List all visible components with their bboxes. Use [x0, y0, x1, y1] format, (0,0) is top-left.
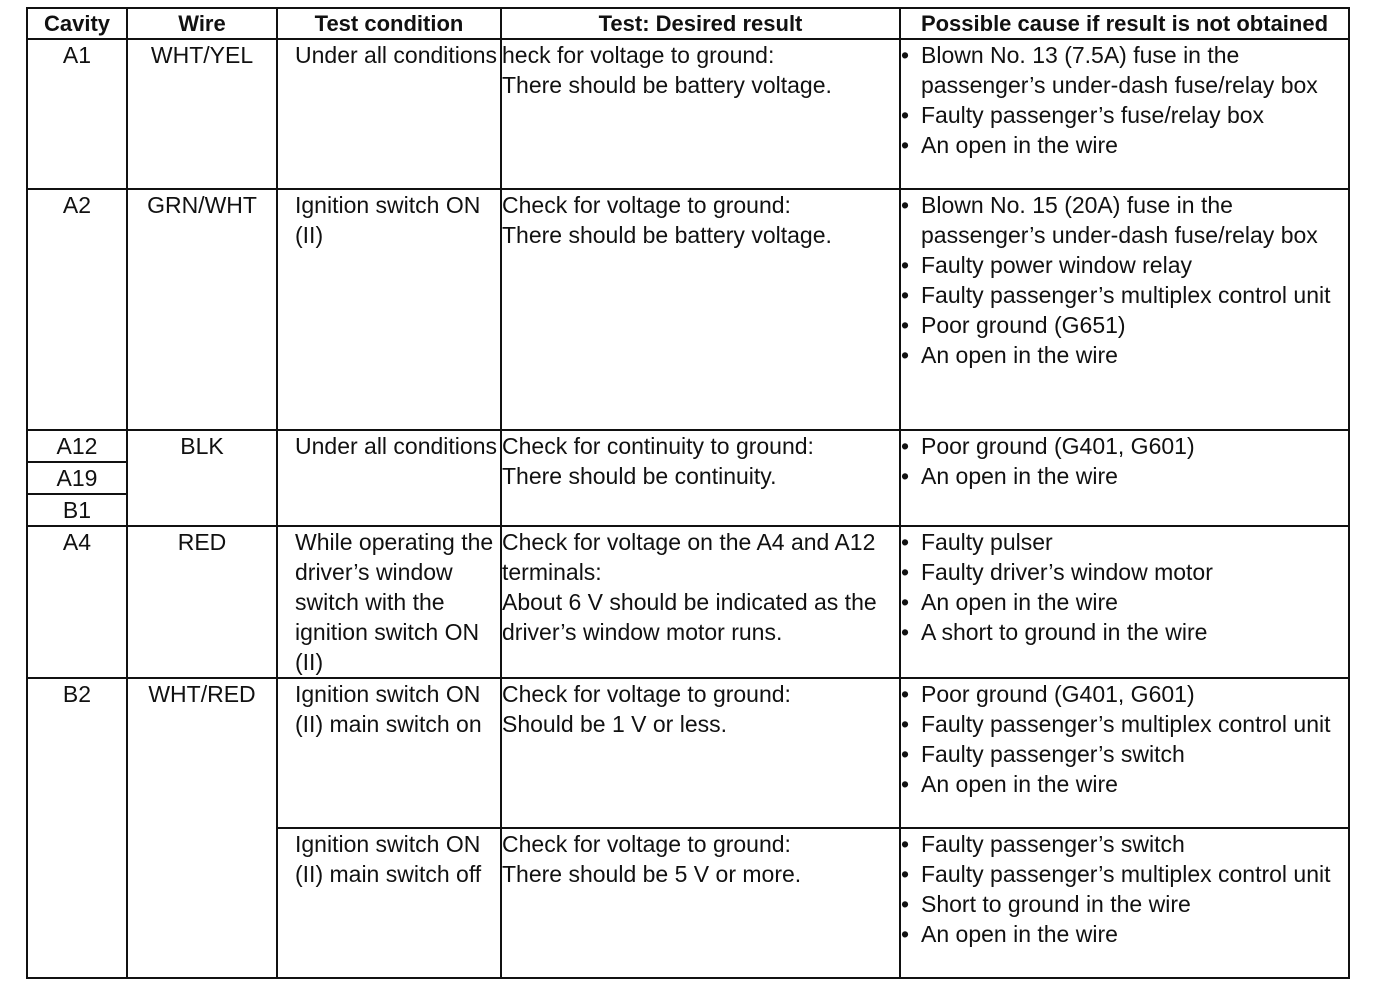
causes-cell — [900, 430, 1349, 526]
result-line: Should be 1 V or less. — [502, 711, 728, 737]
cause-item: • Faulty driver’s window motor — [901, 557, 1348, 587]
causes-cell — [900, 678, 1349, 828]
cause-item: • Faulty passenger’s multiplex control unit — [901, 280, 1348, 310]
condition-cell: Under all conditions — [277, 430, 501, 526]
cavity-cell: A12 — [27, 430, 127, 462]
result-line: There should be battery voltage. — [502, 72, 832, 98]
cause-item: • Poor ground (G401, G601) — [901, 679, 1348, 709]
cause-item: • Poor ground (G401, G601) — [901, 431, 1348, 461]
cause-item: • An open in the wire — [901, 769, 1348, 799]
table-row — [27, 39, 1349, 189]
cavity-cell: B1 — [27, 494, 127, 526]
result-line: heck for voltage to ground: — [502, 42, 775, 68]
cause-item: • Faulty passenger’s switch — [901, 829, 1348, 859]
cavity-cell: A1 — [27, 39, 127, 189]
wire-cell: WHT/YEL — [127, 39, 277, 189]
header-possible-cause: Possible cause if result is not obtained — [900, 8, 1349, 39]
result-line: Check for voltage to ground: — [502, 831, 791, 857]
result-line: Check for voltage to ground: — [502, 192, 791, 218]
header-test-condition: Test condition — [277, 8, 501, 39]
cause-item: • An open in the wire — [901, 340, 1348, 370]
cause-item: • A short to ground in the wire — [901, 617, 1348, 647]
cavity-cell: B2 — [27, 678, 127, 978]
cause-item: • An open in the wire — [901, 587, 1348, 617]
result-line: Check for voltage to ground: — [502, 681, 791, 707]
cause-item: • Faulty passenger’s fuse/relay box — [901, 100, 1348, 130]
causes-cell — [900, 526, 1349, 678]
cavity-cell: A2 — [27, 189, 127, 430]
cause-item: • An open in the wire — [901, 919, 1348, 949]
condition-cell: While operating the driver’s window switch with the ignition switch ON (II) — [277, 526, 501, 678]
cause-item: • Faulty pulser — [901, 527, 1348, 557]
result-cell — [501, 189, 900, 430]
wire-cell: WHT/RED — [127, 678, 277, 978]
cause-item: • An open in the wire — [901, 130, 1348, 160]
table-row — [27, 430, 1349, 462]
wire-cell: GRN/WHT — [127, 189, 277, 430]
result-line: There should be continuity. — [502, 463, 777, 489]
cause-item: • Poor ground (G651) — [901, 310, 1348, 340]
result-line: There should be 5 V or more. — [502, 861, 802, 887]
condition-cell: Ignition switch ON (II) main switch off — [277, 828, 501, 978]
result-cell — [501, 678, 900, 828]
wire-cell: RED — [127, 526, 277, 678]
header-row — [27, 8, 1349, 39]
cause-item: • Blown No. 15 (20A) fuse in the passenger’s under-dash fuse/relay box — [901, 190, 1348, 250]
condition-cell: Ignition switch ON (II) — [277, 189, 501, 430]
causes-cell — [900, 189, 1349, 430]
condition-cell: Under all conditions — [277, 39, 501, 189]
table-row — [27, 526, 1349, 678]
result-cell — [501, 526, 900, 678]
cause-item: • Short to ground in the wire — [901, 889, 1348, 919]
cause-item: • Faulty power window relay — [901, 250, 1348, 280]
causes-cell — [900, 828, 1349, 978]
troubleshooting-table — [26, 7, 1350, 979]
header-cavity: Cavity — [27, 8, 127, 39]
result-line: Check for voltage on the A4 and A12 terminals: — [502, 529, 876, 585]
table-row — [27, 678, 1349, 828]
cavity-cell: A4 — [27, 526, 127, 678]
result-line: There should be battery voltage. — [502, 222, 832, 248]
header-wire: Wire — [127, 8, 277, 39]
cause-item: • Faulty passenger’s multiplex control unit — [901, 859, 1348, 889]
cause-item: • Faulty passenger’s switch — [901, 739, 1348, 769]
cause-item: • Blown No. 13 (7.5A) fuse in the passenger’s under-dash fuse/relay box — [901, 40, 1348, 100]
result-line: About 6 V should be indicated as the driver’s window motor runs. — [502, 589, 877, 645]
cause-item: • An open in the wire — [901, 461, 1348, 491]
wire-cell: BLK — [127, 430, 277, 526]
result-cell — [501, 39, 900, 189]
table-row — [27, 189, 1349, 430]
causes-cell — [900, 39, 1349, 189]
condition-cell: Ignition switch ON (II) main switch on — [277, 678, 501, 828]
header-desired-result: Test: Desired result — [501, 8, 900, 39]
result-line: Check for continuity to ground: — [502, 433, 814, 459]
result-cell — [501, 430, 900, 526]
cavity-cell: A19 — [27, 462, 127, 494]
result-cell — [501, 828, 900, 978]
cause-item: • Faulty passenger’s multiplex control unit — [901, 709, 1348, 739]
